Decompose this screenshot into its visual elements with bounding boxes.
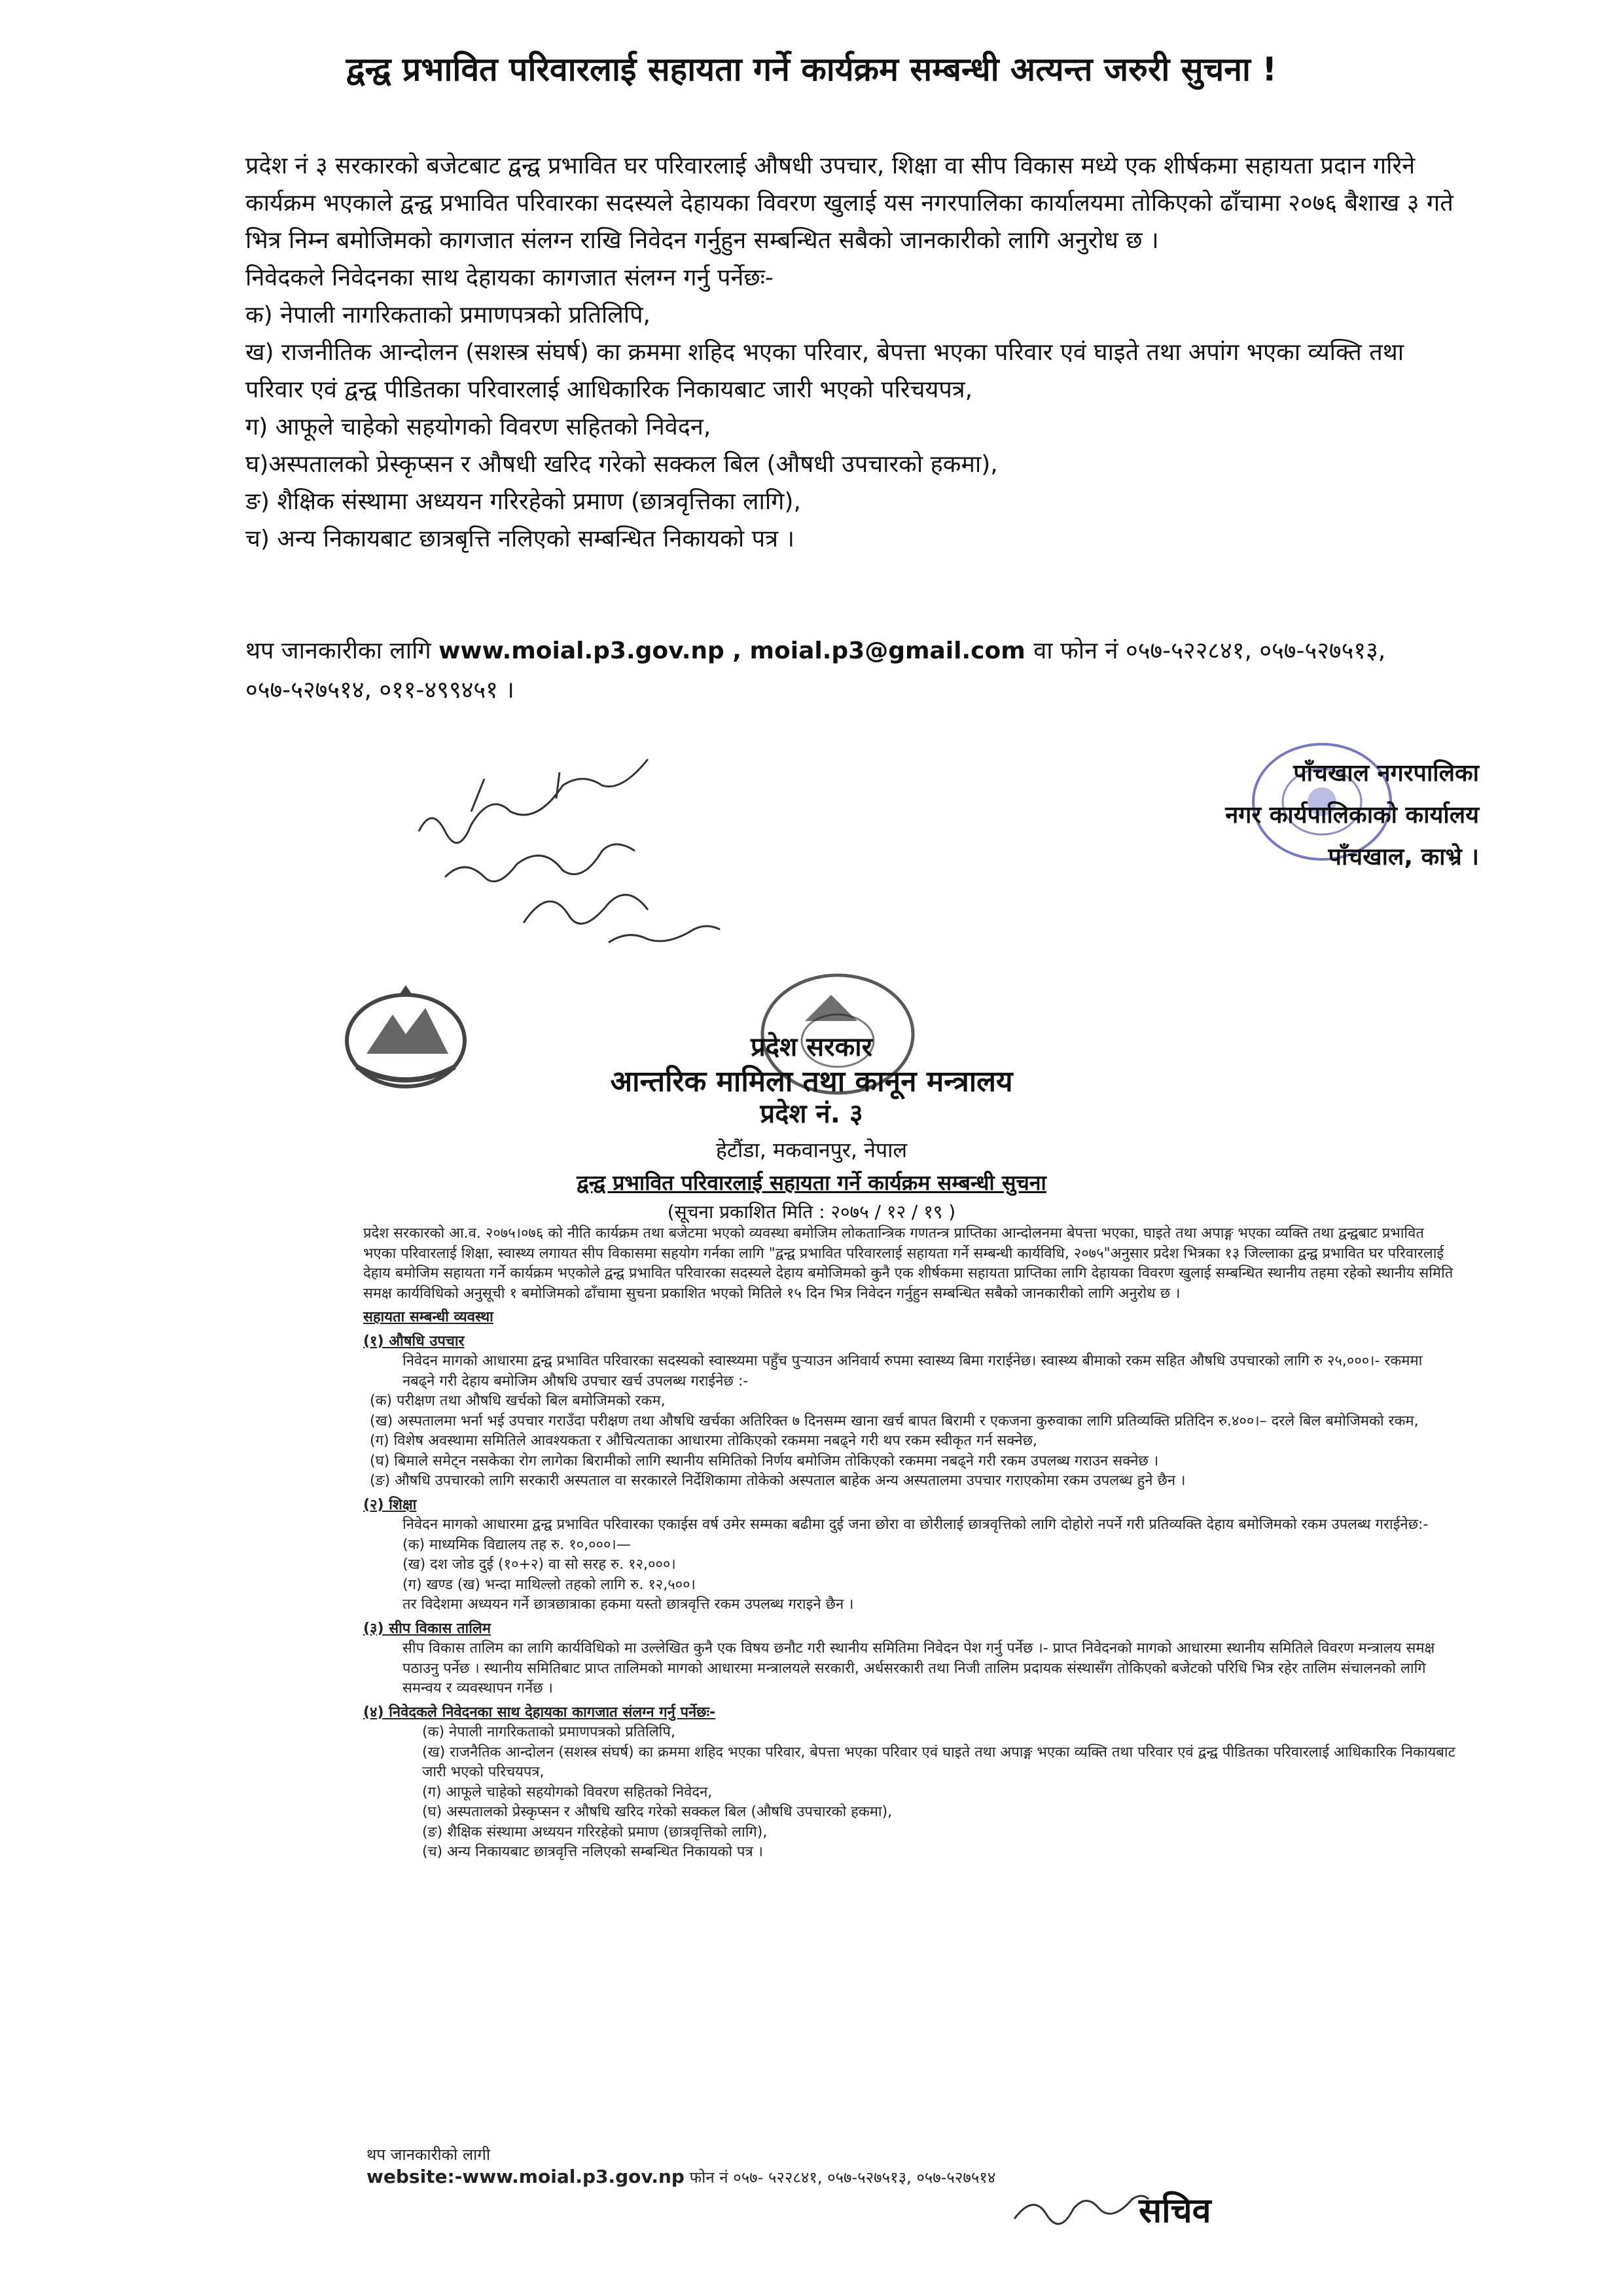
notice-item-gha: घ)अस्पतालको प्रेस्कृप्सन र औषधी खरिद गरेको सक्कल बिल (औषधी उपचारको हकमा), [245, 451, 998, 478]
doc2-published-date: (सूचना प्रकाशित मिति : २०७५ / १२ / १९ ) [667, 1201, 956, 1223]
notice-item-nga: ङ) शैक्षिक संस्थामा अध्ययन गरिरहेको प्रमाण (छात्रवृत्तिका लागि), [245, 488, 801, 515]
doc2-s3-title: (३) सीप विकास तालिम [363, 1620, 491, 1637]
doc2-handwritten-signature [1008, 2186, 1152, 2238]
notice-docs-heading: निवेदकले निवेदनका साथ देहायका कागजात संलग्न गर्नु पर्नेछः- [245, 264, 774, 291]
handwritten-annotation [393, 753, 733, 949]
doc2-title: द्वन्द्व प्रभावित परिवारलाई सहायता गर्ने कार्यक्रम सम्बन्धी सुचना [577, 1170, 1046, 1195]
notice-item-ga: ग) आफूले चाहेको सहयोगको विवरण सहितको निवेदन, [245, 414, 711, 440]
doc2-footer-contact [366, 2166, 995, 2189]
doc2-govt: प्रदेश सरकार [751, 1032, 872, 1062]
notice-contact [245, 632, 1456, 710]
doc2-footer-phone: फोन नं ०५७- ५२२८४१, ०५७-५२७५१३, ०५७-५२७५१४ [684, 2168, 996, 2187]
doc2-footer-website[interactable]: website:-www.moial.p3.gov.np [366, 2166, 685, 2187]
doc2-intro: प्रदेश सरकारको आ.व. २०७५।०७६ को नीति कार्यक्रम तथा बजेटमा भएको व्यवस्था बमोजिम लोकतान्त्रिक गणतन्त्र प्राप्तिका आन्दोलनमा बेपत्ता भएका, घाइते तथा अपाङ्ग भएका व्यक्ति तथा द्वन्द्वबाट प्रभावित भएका परिवारलाई शिक्षा, स्वास्थ्य लगायत सीप विकासमा सहयोग गर्नका लागि "द्वन्द्व प्रभावित परिवारलाई सहायता गर्ने सम्बन्धी कार्यविधि, २०७५"अनुसार प्रदेश भित्रका १३ जिल्लाका द्वन्द्व प्रभावित घर परिवारलाई देहाय बमोजिम सहायता गर्ने कार्यक्रम भएकोले द्वन्द्व प्रभावित परिवारका सदस्यले देहाय बमोजिमको कुनै एक शीर्षकमा सहायता प्राप्तिका लागि देहायका विवरण खुलाई सम्बन्धित स्थानीय तहमा रहेको स्थानीय समिति समक्ष कार्यविधिको अनुसूची १ बमोजिमको ढाँचामा सुचना प्रकाशित भएको मितिले १५ दिन भित्र निवेदन गर्नुहुन सम्बन्धित सबैको जानकारीको लागि अनुरोध छ । [363, 1225, 1454, 1302]
doc2-s4-item: (क) नेपाली नागरिकताको प्रमाणपत्रको प्रतिलिपि, [422, 1724, 675, 1740]
doc2-footer-label: थप जानकारीको लागी [366, 2145, 491, 2164]
doc2-s1-item: (ग) विशेष अवस्थामा समितिले आवश्यकता र औचित्यताका आधारमा तोकिएको रकममा नबढ्ने गरी थप रकम स्वीकृत गर्न सक्नेछ, [370, 1433, 1037, 1449]
doc2-s3-text: सीप विकास तालिम का लागि कार्यविधिको मा उल्लेखित कुनै एक विषय छनौट गरी स्थानीय समितिमा निवेदन पेश गर्नु पर्नेछ ।- प्राप्त निवेदनको मागको आधारमा स्थानीय समितिले विवरण मन्त्रालय समक्ष पठाउनु पर्नेछ । स्थानीय समितिबाट प्राप्त तालिमको मागको आधारमा मन्त्रालयले सरकारी, अर्धसरकारी तथा निजी तालिम प्रदायक संस्थासँग तोकिएको बजेटको परिधि भित्र रहेर तालिम संचालनको लागि समन्वय र व्यवस्थापन गर्नेछ । [402, 1640, 1435, 1696]
doc2-s1-text: निवेदन मागको आधारमा द्वन्द्व प्रभावित परिवारका सदस्यको स्वास्थ्यमा पहुँच पुर्‍याउन अनिवार्य रुपमा स्वास्थ्य बिमा गराईनेछ। स्वास्थ्य बीमाको रकम सहित औषधि उपचारको लागि रु २५,०००।- रकममा नबढ्ने गरी देहाय बमोजिम औषधि उपचार खर्च उपलब्ध गराईनेछ :- [402, 1353, 1423, 1390]
notice-title: द्वन्द्व प्रभावित परिवारलाई सहायता गर्ने कार्यक्रम सम्बन्धी अत्यन्त जरुरी सुचना ! [346, 50, 1277, 88]
doc2-ministry: आन्तरिक मामिला तथा कानून मन्त्रालय [610, 1065, 1013, 1098]
doc2-arrangement-heading: सहायता सम्बन्धी व्यवस्था [363, 1309, 493, 1325]
notice-intro: प्रदेश नं ३ सरकारको बजेटबाट द्वन्द्व प्रभावित घर परिवारलाई औषधी उपचार, शिक्षा वा सीप विकास मध्ये एक शीर्षकमा सहायता प्रदान गरिने कार्यक्रम भएकाले द्वन्द्व प्रभावित परिवारका सदस्यले देहायका विवरण खुलाई यस नगरपालिका कार्यालयमा तोकिएको ढाँचामा २०७६ बैशाख ३ गते भित्र निम्न बमोजिमको कागजात संलग्न राखि निवेदन गर्नुहुन सम्बन्धित सबैको जानकारीको लागि अनुरोध छ । [245, 152, 1454, 254]
doc2-s4-item: (ग) आफूले चाहेको सहयोगको विवरण सहितको निवेदन, [422, 1784, 713, 1801]
doc2-body [363, 1224, 1456, 1863]
doc2-s2-title: (२) शिक्षा [363, 1496, 417, 1513]
contact-prefix: थप जानकारीका लागि [245, 637, 439, 664]
doc2-s1-item: (क) परीक्षण तथा औषधि खर्चको बिल बमोजिमको रकम, [370, 1393, 666, 1409]
doc2-s4-item: (घ) अस्पतालको प्रेस्कृप्सन र औषधि खरिद गरेको सक्कल बिल (औषधि उपचारको हकमा), [422, 1804, 893, 1820]
notice-body [245, 147, 1456, 558]
notice-item-kha: ख) राजनीतिक आन्दोलन (सशस्त्र संघर्ष) का क्रममा शहिद भएका परिवार, बेपत्ता भएका परिवार एवं घाइते तथा अपांग भएका व्यक्ति तथा परिवार एवं द्वन्द्व पीडितका परिवारलाई आधिकारिक निकायबाट जारी भएको परिचयपत्र, [245, 339, 1404, 403]
doc2-footer [366, 2144, 995, 2189]
doc2-s2-item: (क) माध्यमिक विद्यालय तह रु. १०,०००।— [402, 1536, 631, 1553]
doc2-s2-text: निवेदन मागको आधारमा द्वन्द्व प्रभावित परिवारका एकाईस वर्ष उमेर सम्मका बढीमा दुई जना छोरा वा छोरीलाई छात्रवृत्तिको लागि दोहोरो नपर्ने गरी प्रतिव्यक्ति देहाय बमोजिमको रकम उपलब्ध गराईनेछ:- [402, 1516, 1429, 1533]
office-line-2: नगर कार्यपालिकाको कार्यालय [1225, 802, 1479, 829]
office-line-3: पाँचखाल, काभ्रे । [1328, 844, 1479, 870]
doc2-signer-title: सचिव [1139, 2191, 1211, 2231]
notice-item-ka: क) नेपाली नागरिकताको प्रमाणपत्रको प्रतिलिपि, [245, 302, 651, 329]
doc2-s2-item: (ग) खण्ड (ख) भन्दा माथिल्लो तहको लागि रु. १२,५००। [402, 1576, 696, 1593]
doc2-s2-item: (ख) दश जोड दुई (१०+२) वा सो सरह रु. १२,०००। [402, 1556, 676, 1573]
doc2-s2-note: तर विदेशमा अध्ययन गर्ने छात्रछात्राका हकमा यस्तो छात्रवृत्ति रकम उपलब्ध गराइने छैन । [402, 1596, 854, 1613]
notice-item-cha: च) अन्य निकायबाट छात्रबृत्ति नलिएको सम्बन्धित निकायको पत्र । [245, 526, 795, 552]
doc2-s1-title: (१) औषधि उपचार [363, 1333, 465, 1350]
contact-website-email[interactable]: www.moial.p3.gov.np , moial.p3@gmail.com [438, 637, 1034, 664]
doc2-s4-item: (च) अन्य निकायबाट छात्रवृत्ति नलिएको सम्बन्धित निकायको पत्र । [422, 1844, 764, 1860]
contact-phone: वा फोन नं ०५७-५२२८४१, ०५७-५२७५१३, ०५७-५२७५१४, ०११-४९९४५१ । [245, 637, 1386, 704]
doc2-s1-item: (ख) अस्पतालमा भर्ना भई उपचार गराउँदा परीक्षण तथा औषधि खर्चका अतिरिक्त ७ दिनसम्म खाना खर्च बापत बिरामी र एकजना कुरुवाका लागि प्रतिव्यक्ति प्रतिदिन रु.४००।– दरले बिल बमोजिमको रकम, [370, 1412, 1419, 1429]
doc2-province: प्रदेश नं. ३ [760, 1099, 863, 1129]
doc2-s1-item: (घ) बिमाले समेट्न नसकेका रोग लागेका बिरामीको लागि स्थानीय समितिको निर्णय बमोजिम तोकिएको रकममा नबढ्ने गरी रकम उपलब्ध गराउन सक्नेछ । [370, 1452, 1159, 1469]
doc2-address: हेटौंडा, मकवानपुर, नेपाल [715, 1138, 908, 1162]
office-line-1: पाँचखाल नगरपालिका [1293, 760, 1479, 787]
office-signature-block [1113, 753, 1479, 878]
doc2-s4-title: (४) निवेदकले निवेदनका साथ देहायका कागजात संलग्न गर्नु पर्नेछः- [363, 1704, 716, 1721]
doc2-s4-item: (ङ) शैक्षिक संस्थामा अध्ययन गरिरहेको प्रमाण (छात्रवृत्तिको लागि), [422, 1823, 768, 1840]
doc2-s4-item: (ख) राजनैतिक आन्दोलन (सशस्त्र संघर्ष) का क्रममा शहिद भएका परिवार, बेपत्ता भएका परिवार एवं घाइते तथा अपाङ्ग भएका व्यक्ति तथा परिवार एवं द्वन्द्व पीडितका परिवारलाई आधिकारिक निकायबाट जारी भएको परिचयपत्र, [422, 1744, 1455, 1780]
doc2-s1-item: (ङ) औषधि उपचारको लागि सरकारी अस्पताल वा सरकारले निर्देशिकामा तोकेको अस्पताल बाहेक अन्य अस्पतालमा उपचार गराएकोमा रकम उपलब्ध हुने छैन । [370, 1473, 1186, 1489]
